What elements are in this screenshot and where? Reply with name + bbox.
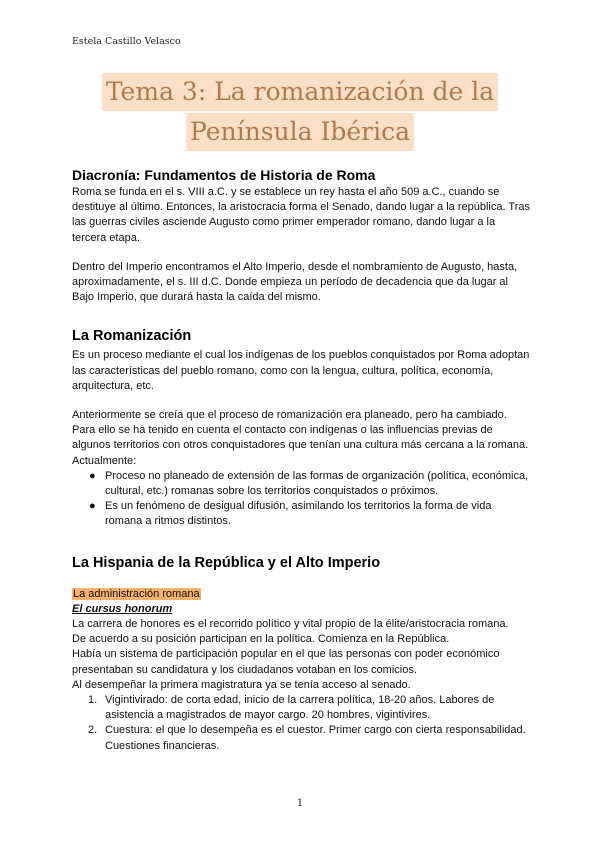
paragraph: Había un sistema de participación popular en el que las personas con poder económico presentaban su candidatura y los ciudadanos votaban en los comicios. (72, 648, 500, 676)
paragraph: Al desempeñar la primera magistratura ya se tenía acceso al senado. (72, 678, 411, 691)
paragraph: La carrera de honores es el recorrido político y vital propio de la élite/aristocracia romana. (72, 618, 509, 631)
bullet-icon: ● (89, 469, 96, 482)
paragraph: Anteriormente se creía que el proceso de romanización era planeado, pero ha cambiado. Para ello se ha tenido en cuenta el contacto con indígenas o las influencias previas de algunos territorios con otros conquistadores que tenían una cultura más cercana a la romana. (72, 409, 529, 452)
paragraph: Dentro del Imperio encontramos el Alto Imperio, desde el nombramiento de Augusto, hasta, aproximadamente, el s. III d.C. Donde empieza un período de decadencia que da lugar al Bajo Imperio, que durará hasta la caída del mismo. (72, 260, 518, 304)
title-line-2: Península Ibérica (186, 113, 414, 151)
bullet-icon: ● (89, 500, 96, 513)
paragraph: Roma se funda en el s. VIII a.C. y se establece un rey hasta el año 509 a.C., cuando se destituye al último. Entonces, la aristocracia forma el Senado, dando lugar a la república. Tras las guerras civiles asciende Augusto como primer emperador romano, dando lugar a la tercera etapa. (72, 186, 530, 244)
list-item (72, 693, 530, 723)
subheading: El cursus honorum (72, 602, 173, 615)
list-number: 2. (88, 724, 98, 737)
list-item (72, 469, 530, 499)
list-item (72, 499, 530, 529)
list-number: 1. (88, 694, 98, 707)
page-number: 1 (296, 798, 304, 809)
section-heading-hispania: La Hispania de la República y el Alto Imperio (72, 554, 381, 571)
list-item-text: Vigintivirado: de corta edad, inicio de la carrera política, 18-20 años. Labores de asistencia a magistrados de mayor cargo. 20 hombres, vigintivires. (105, 694, 495, 722)
section-heading-diacronia: Diacronía: Fundamentos de Historia de Roma (72, 167, 376, 183)
bullet-list (72, 469, 530, 530)
document-body (72, 166, 530, 754)
highlighted-label: La administración romana (73, 587, 200, 600)
list-item-text: Es un fenómeno de desigual difusión, asimilando los territorios la forma de vida romana a ritmos distintos. (105, 500, 492, 528)
list-item (72, 723, 530, 753)
paragraph: Es un proceso mediante el cual los indígenas de los pueblos conquistados por Roma adoptan las características del pueblo romano, como con la lengua, cultura, política, economía, arquitectura, etc. (72, 349, 530, 392)
paragraph: Actualmente: (72, 454, 137, 467)
section-heading-romanizacion: La Romanización (72, 328, 192, 345)
paragraph: De acuerdo a su posición participan en la política. Comienza en la República. (72, 633, 450, 646)
numbered-list (72, 693, 530, 754)
list-item-text: Proceso no planeado de extensión de las formas de organización (política, económica, cultural, etc.) romanas sobre los territorios conquistados o próximos. (105, 469, 529, 498)
list-item-text: Cuestura: el que lo desempeña es el cuestor. Primer cargo con cierta responsabilidad. Cuestiones financieras. (105, 724, 526, 752)
author-name: Estela Castillo Velasco (72, 36, 181, 47)
title-line-1: Tema 3: La romanización de la (102, 73, 498, 111)
document-title (0, 72, 600, 152)
